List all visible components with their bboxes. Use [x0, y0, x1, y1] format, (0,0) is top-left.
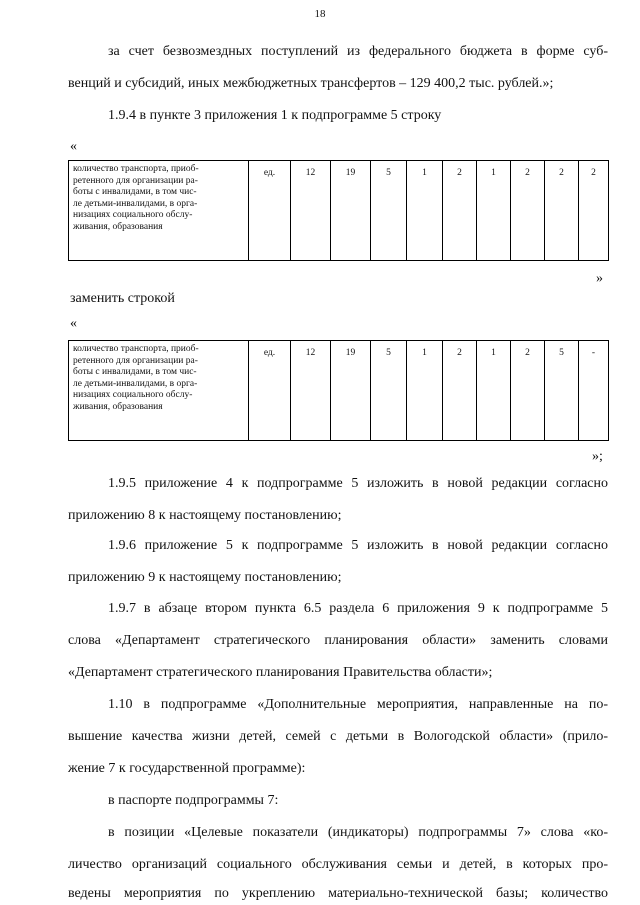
para-1-10-line-2: вышение качества жизни детей, семей с детьми в Вологодской области» (прило-	[68, 729, 608, 744]
old-row-value: 1	[407, 161, 443, 261]
close-quote-1: »	[596, 271, 603, 286]
position-line-2: личество организаций социального обслуживания семьи и детей, в которых про-	[68, 857, 608, 872]
replace-with-text: заменить строкой	[70, 291, 175, 306]
old-row-value: 1	[477, 161, 511, 261]
para-1-9-5-line-2: приложению 8 к настоящему постановлению;	[68, 508, 342, 523]
new-row-description-line: низациях социального обслу-	[73, 390, 193, 400]
old-row-value: 12	[291, 161, 331, 261]
open-quote-1: «	[70, 139, 77, 154]
new-row-description	[69, 341, 249, 441]
para-1-9-6-line-1: 1.9.6 приложение 5 к подпрограмме 5 изложить в новой редакции согласно	[108, 538, 608, 553]
old-row-value: 5	[371, 161, 407, 261]
new-row-value: 12	[291, 341, 331, 441]
position-line-3: ведены мероприятия по укреплению материально-технической базы; количество	[68, 886, 608, 901]
close-quote-2: »;	[592, 449, 603, 464]
para-1-9-7-line-3: «Департамент стратегического планирования Правительства области»;	[68, 665, 493, 680]
para-1-10-line-1: 1.10 в подпрограмме «Дополнительные мероприятия, направленные на по-	[108, 697, 608, 712]
new-row-value: -	[579, 341, 609, 441]
new-row-value: 19	[331, 341, 371, 441]
old-row-description-line: количество транспорта, приоб-	[73, 164, 199, 174]
new-row-unit: ед.	[249, 341, 291, 441]
old-row-value: 19	[331, 161, 371, 261]
old-row	[69, 161, 609, 261]
intro-line-1: за счет безвозмездных поступлений из федерального бюджета в форме суб-	[108, 44, 608, 59]
old-row-description-line: живания, образования	[73, 221, 163, 232]
new-row-value: 2	[511, 341, 545, 441]
intro-line-2: венций и субсидий, иных межбюджетных трансфертов – 129 400,2 тыс. рублей.»;	[68, 76, 554, 91]
para-1-9-7-line-1: 1.9.7 в абзаце втором пункта 6.5 раздела 6 приложения 9 к подпрограмме 5	[108, 601, 608, 616]
old-row-description-line: ретенного для организации ра-	[73, 175, 198, 186]
old-row-description-line: ле детьми-инвалидами, в орга-	[73, 198, 198, 209]
new-row-description-line: боты с инвалидами, в том чис-	[73, 367, 197, 377]
para-1-9-5-line-1: 1.9.5 приложение 4 к подпрограмме 5 изложить в новой редакции согласно	[108, 476, 608, 491]
new-row-description-line: ле детьми-инвалидами, в орга-	[73, 378, 198, 389]
old-row-description-line: низациях социального обслу-	[73, 210, 193, 220]
page-number: 18	[314, 8, 326, 20]
para-1-9-6-line-2: приложению 9 к настоящему постановлению;	[68, 570, 342, 585]
old-row-description-line: боты с инвалидами, в том чис-	[73, 187, 197, 197]
new-row-value: 1	[407, 341, 443, 441]
new-row-value: 2	[443, 341, 477, 441]
open-quote-2: «	[70, 316, 77, 331]
old-row-value: 2	[579, 161, 609, 261]
new-row-description-line: ретенного для организации ра-	[73, 355, 198, 366]
new-row-value: 1	[477, 341, 511, 441]
para-1-10-line-3: жение 7 к государственной программе):	[68, 761, 306, 776]
passport-line: в паспорте подпрограммы 7:	[108, 793, 279, 808]
old-row-unit: ед.	[249, 161, 291, 261]
new-row-value: 5	[545, 341, 579, 441]
para-1-9-7-line-2: слова «Департамент стратегического планирования области» заменить словами	[68, 633, 608, 648]
old-row-description	[69, 161, 249, 261]
old-row-value: 2	[545, 161, 579, 261]
old-row-value: 2	[511, 161, 545, 261]
new-row-table	[68, 340, 609, 441]
new-row-description-line: живания, образования	[73, 401, 163, 412]
old-row-value: 2	[443, 161, 477, 261]
new-row	[69, 341, 609, 441]
old-row-table	[68, 160, 609, 261]
new-row-description-line: количество транспорта, приоб-	[73, 344, 199, 354]
item-1-9-4: 1.9.4 в пункте 3 приложения 1 к подпрограмме 5 строку	[108, 108, 442, 123]
new-row-value: 5	[371, 341, 407, 441]
position-line-1: в позиции «Целевые показатели (индикаторы) подпрограммы 7» слова «ко-	[108, 825, 608, 840]
